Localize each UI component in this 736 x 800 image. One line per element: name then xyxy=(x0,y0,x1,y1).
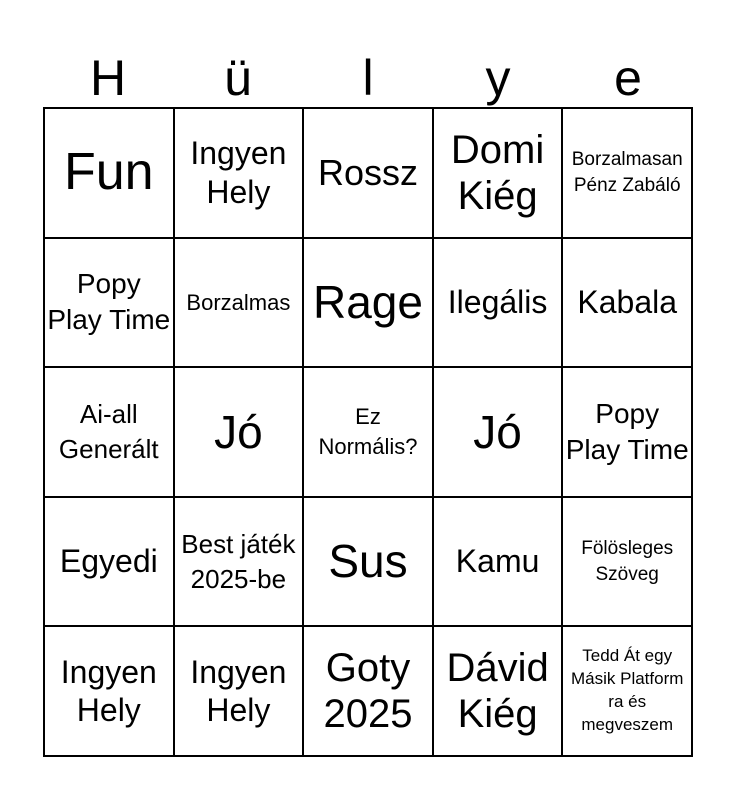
cell-text: Ilegális xyxy=(447,284,548,321)
bingo-cell[interactable] xyxy=(45,498,175,628)
cell-text: Ai-all Generált xyxy=(58,398,159,464)
cell-text: Best játék 2025-be xyxy=(181,528,296,594)
header-letter: l xyxy=(362,50,374,106)
bingo-cell[interactable] xyxy=(563,109,693,239)
bingo-cell[interactable] xyxy=(45,627,175,757)
bingo-cell[interactable] xyxy=(45,368,175,498)
cell-text: Ingyen Hely xyxy=(190,135,287,210)
bingo-cell[interactable] xyxy=(175,498,305,628)
bingo-cell[interactable] xyxy=(304,109,434,239)
bingo-cell[interactable] xyxy=(45,239,175,369)
bingo-cell[interactable] xyxy=(175,109,305,239)
bingo-cell[interactable] xyxy=(175,239,305,369)
cell-text: Dávid Kiég xyxy=(446,646,549,737)
cell-text: Jó xyxy=(214,405,263,458)
bingo-cell[interactable] xyxy=(45,109,175,239)
cell-text: Egyedi xyxy=(59,543,158,580)
bingo-cell[interactable] xyxy=(434,239,564,369)
bingo-cell[interactable] xyxy=(175,627,305,757)
header-letter: H xyxy=(89,50,127,106)
cell-text: Kamu xyxy=(455,543,540,580)
cell-text: Ingyen Hely xyxy=(60,653,157,729)
cell-text: Rage xyxy=(313,275,423,328)
cell-text: Goty 2025 xyxy=(323,646,413,737)
bingo-cell[interactable] xyxy=(563,498,693,628)
cell-text: Kabala xyxy=(577,284,678,321)
cell-text: Fölösleges Szöveg xyxy=(581,537,674,585)
bingo-cell[interactable] xyxy=(175,368,305,498)
cell-text: Rossz xyxy=(317,152,418,194)
bingo-cell[interactable] xyxy=(304,368,434,498)
bingo-cell[interactable] xyxy=(434,368,564,498)
cell-text: Popy Play Time xyxy=(565,397,689,465)
bingo-board xyxy=(43,107,693,757)
header-letter: y xyxy=(485,50,511,106)
cell-text: Borzalmasan Pénz Zabáló xyxy=(571,149,683,196)
bingo-cell[interactable] xyxy=(434,498,564,628)
bingo-cell[interactable] xyxy=(434,627,564,757)
cell-text: Fun xyxy=(63,143,154,202)
cell-text: Tedd Át egy Másik Platform ra és megveszem xyxy=(570,646,684,735)
cell-text: Domi Kiég xyxy=(450,127,545,218)
cell-text: Sus xyxy=(328,535,408,588)
bingo-header xyxy=(43,50,693,106)
bingo-cell[interactable] xyxy=(304,239,434,369)
cell-text: Jó xyxy=(473,405,522,458)
bingo-cell[interactable] xyxy=(563,627,693,757)
header-letter: e xyxy=(614,50,642,106)
cell-text: Ingyen Hely xyxy=(190,653,287,729)
bingo-cell[interactable] xyxy=(563,239,693,369)
bingo-cell[interactable] xyxy=(304,627,434,757)
header-letter: ü xyxy=(224,50,252,106)
bingo-cell[interactable] xyxy=(304,498,434,628)
bingo-cell[interactable] xyxy=(434,109,564,239)
bingo-cell[interactable] xyxy=(563,368,693,498)
cell-text: Ez Normális? xyxy=(318,404,418,459)
cell-text: Borzalmas xyxy=(186,289,291,315)
cell-text: Popy Play Time xyxy=(47,268,171,336)
